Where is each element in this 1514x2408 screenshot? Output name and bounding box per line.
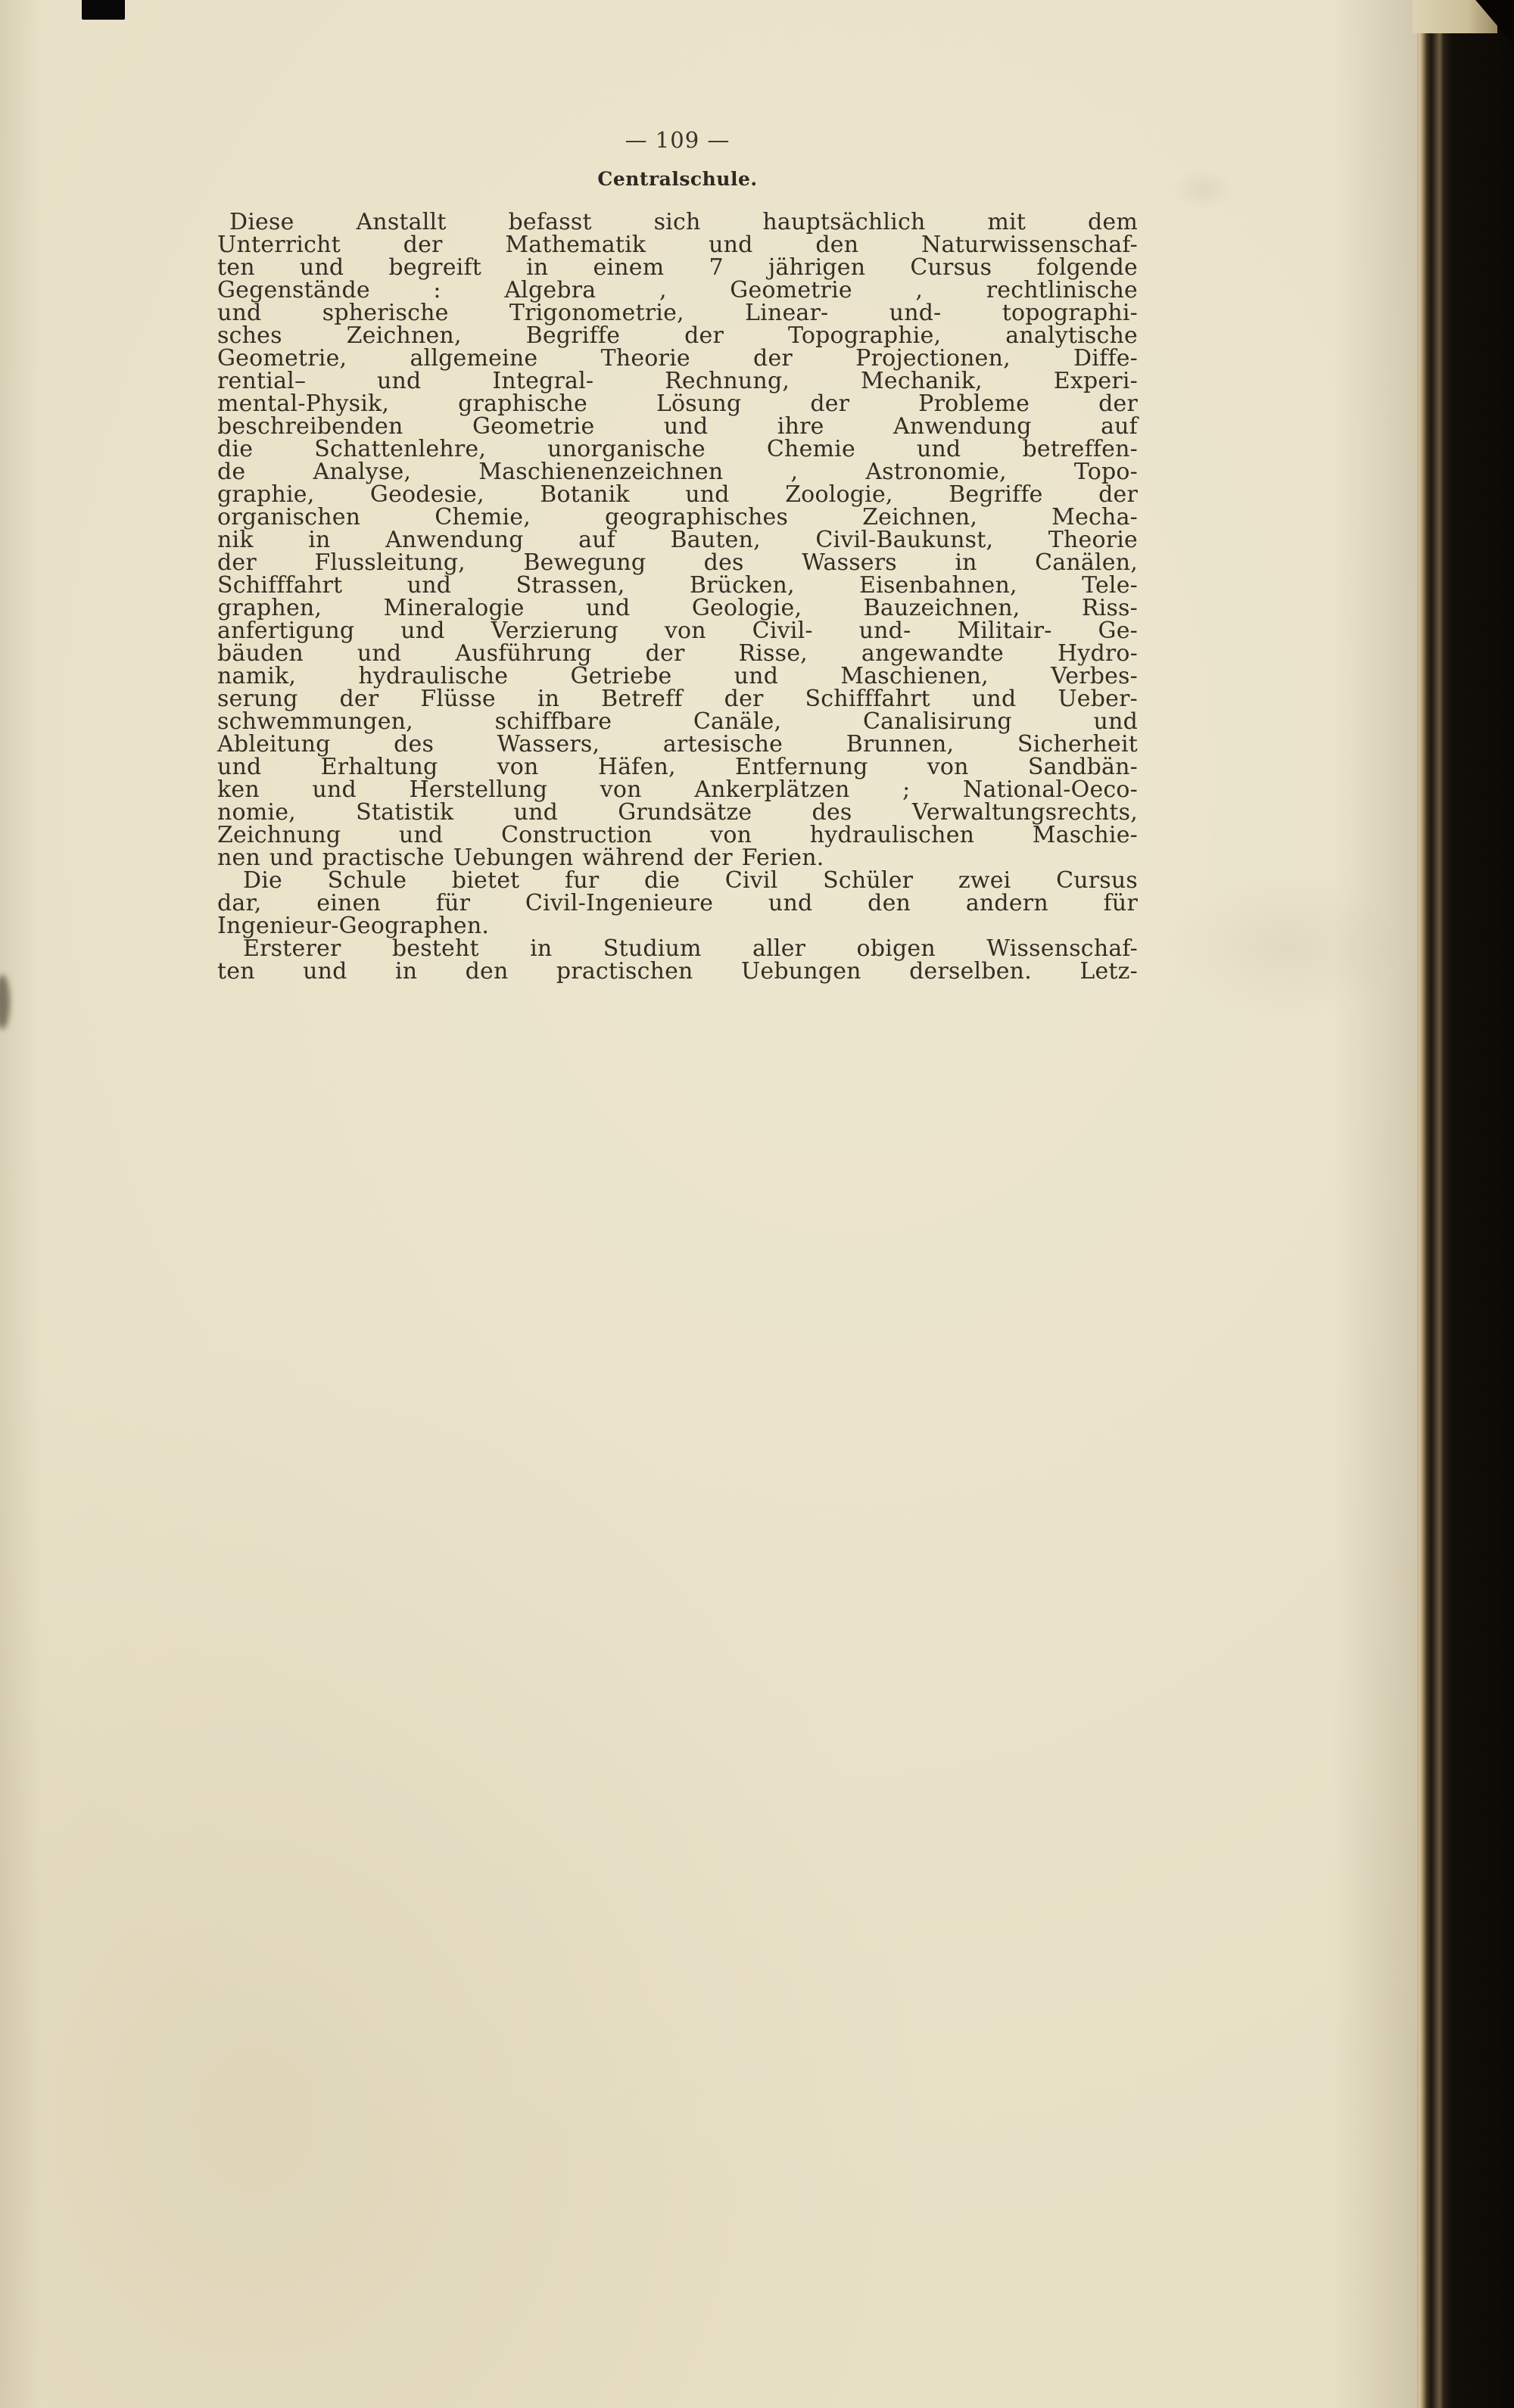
text-line: schwemmungen, schiffbare Canäle, Canalisirung und [217,708,1138,735]
scan-smudge [0,975,10,1029]
text-line: Gegenstände : Algebra , Geometrie , rechtlinische [217,277,1138,303]
text-line: Ableitung des Wassers, artesische Brunnen, Sicherheit [217,731,1138,758]
paragraph [217,867,1138,939]
text-line: serung der Flüsse in Betreff der Schifffahrt und Ueber- [217,686,1138,712]
text-line: dar, einen für Civil-Ingenieure und den andern für [217,890,1138,916]
text-line: der Flussleitung, Bewegung des Wassers in Canälen, [217,549,1138,576]
text-line: beschreibenden Geometrie und ihre Anwendung auf [217,413,1138,440]
body-text [217,211,1138,983]
text-line: nik in Anwendung auf Bauten, Civil-Baukunst, Theorie [217,527,1138,553]
text-line: graphie, Geodesie, Botanik und Zoologie, Begriffe der [217,481,1138,508]
text-line: rential– und Integral- Rechnung, Mechanik, Experi- [217,368,1138,394]
scan-artifact-mark [82,0,125,20]
page-number: — 109 — [625,127,731,153]
text-line: Diese Anstallt befasst sich hauptsächlich mit dem [229,209,1138,235]
text-line: ten und begreift in einem 7 jährigen Cursus folgende [217,254,1138,281]
text-line: namik, hydraulische Getriebe und Maschienen, Verbes- [217,663,1138,689]
text-line: Zeichnung und Construction von hydraulischen Maschie- [217,822,1138,848]
text-line: ten und in den practischen Uebungen derselben. Letz- [217,958,1138,985]
text-line: und Erhaltung von Häfen, Entfernung von Sandbän- [217,754,1138,780]
paragraph [217,211,1138,870]
text-line: nomie, Statistik und Grundsätze des Verwaltungsrechts, [217,799,1138,826]
text-line: Schifffahrt und Strassen, Brücken, Eisenbahnen, Tele- [217,572,1138,599]
section-heading: Centralschule. [597,168,758,190]
text-line: de Analyse, Maschienenzeichnen , Astronomie, Topo- [217,459,1138,485]
text-line: Unterricht der Mathematik und den Naturwissenschaf- [217,232,1138,258]
text-line: mental-Physik, graphische Lösung der Probleme der [217,390,1138,417]
book-fore-edge [1417,0,1514,2408]
text-line: ken und Herstellung von Ankerplätzen ; National-Oeco- [217,776,1138,803]
text-line: Ersterer besteht in Studium aller obigen Wissenschaf- [243,935,1138,962]
text-line: nen und practische Uebungen während der Ferien. [217,845,824,871]
text-line: Ingenieur-Geographen. [217,913,490,939]
text-line: Geometrie, allgemeine Theorie der Projectionen, Diffe- [217,345,1138,372]
text-line: und spherische Trigonometrie, Linear- und- topographi- [217,300,1138,326]
paragraph [217,935,1138,985]
text-line: organischen Chemie, geographisches Zeichnen, Mecha- [217,504,1138,530]
text-line: bäuden und Ausführung der Risse, angewandte Hydro- [217,640,1138,667]
text-line: anfertigung und Verzierung von Civil- und- Militair- Ge- [217,618,1138,644]
text-line: graphen, Mineralogie und Geologie, Bauzeichnen, Riss- [217,595,1138,621]
text-line: Die Schule bietet fur die Civil Schüler zwei Cursus [243,867,1138,894]
text-line: die Schattenlehre, unorganische Chemie und betreffen- [217,436,1138,462]
text-line: sches Zeichnen, Begriffe der Topographie, analytische [217,322,1138,349]
